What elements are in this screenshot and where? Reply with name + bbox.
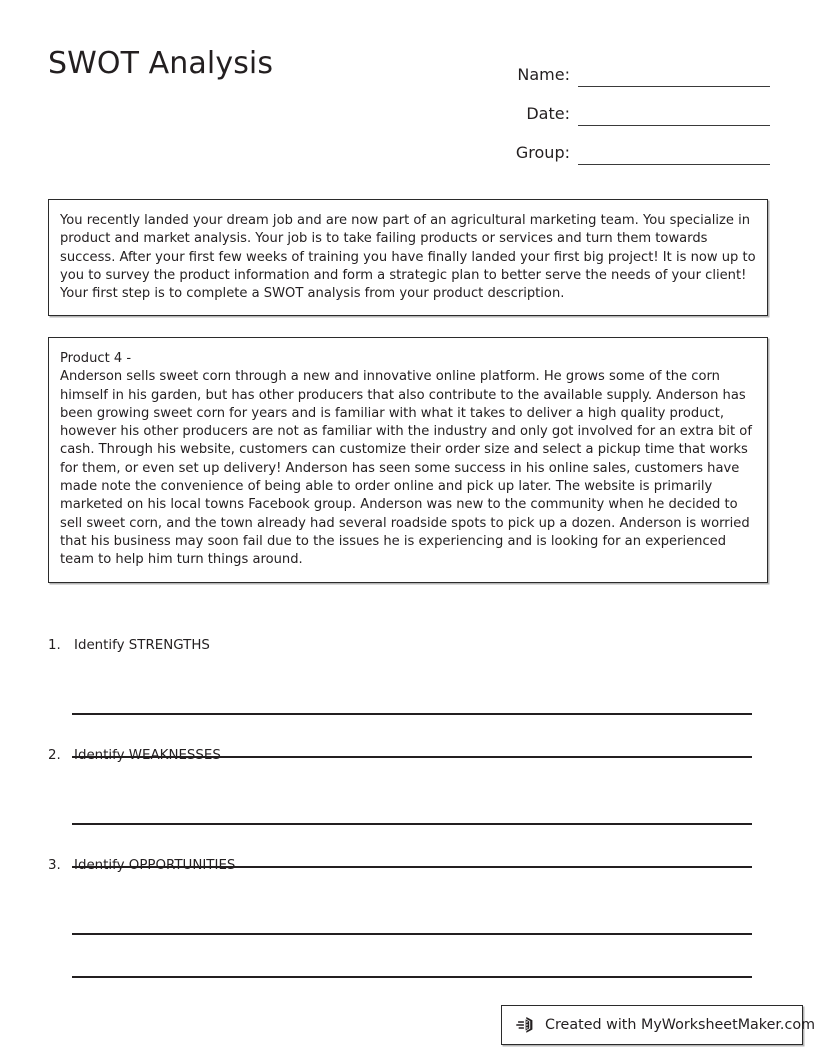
group-input-line[interactable]: [578, 142, 770, 165]
product-heading: Product 4 -: [60, 351, 132, 366]
question-1-number: 1.: [48, 638, 61, 653]
name-field-label: Name:: [517, 65, 570, 84]
question-item-3: [48, 858, 768, 978]
footer-attribution-text: Created with MyWorksheetMaker.com: [545, 1017, 816, 1033]
group-field-label: Group:: [515, 143, 570, 162]
question-1-answer-area: [72, 672, 752, 758]
question-1-heading: [48, 638, 768, 653]
answer-line[interactable]: [72, 892, 752, 935]
scenario-text: You recently landed your dream job and are now part of an agricultural marketing team. You specialize in product and market analysis. Your job is to take failing products or services and turn them towards success. After your first few weeks of training you have finally landed your first big project! It is now up to you to survey the product information and form a strategic plan to better serve the needs of your client! Your first step is to complete a SWOT analysis from your product description.: [60, 213, 756, 302]
name-input-line[interactable]: [578, 64, 770, 87]
question-3-answer-area: [72, 892, 752, 978]
footer-attribution-badge[interactable]: [501, 1005, 816, 1045]
product-description-box: [48, 337, 768, 583]
question-3-prompt: Identify OPPORTUNITIES: [74, 858, 236, 873]
question-3-heading: [48, 858, 768, 873]
field-row-name: [440, 48, 770, 87]
question-item-2: [48, 748, 768, 868]
product-box-inner: [49, 338, 767, 582]
question-3-number: 3.: [48, 858, 61, 873]
question-2-prompt: Identify WEAKNESSES: [74, 748, 221, 763]
scenario-box-inner: [49, 200, 767, 315]
answer-line[interactable]: [72, 672, 752, 715]
date-input-line[interactable]: [578, 103, 770, 126]
answer-line[interactable]: [72, 935, 752, 978]
worksheet-maker-logo-icon: [515, 1014, 537, 1036]
date-field-label: Date:: [526, 104, 570, 123]
question-2-number: 2.: [48, 748, 61, 763]
student-info-fields: [440, 48, 770, 165]
scenario-box: [48, 199, 768, 316]
question-item-1: [48, 638, 768, 758]
question-1-prompt: Identify STRENGTHS: [74, 638, 210, 653]
question-2-heading: [48, 748, 768, 763]
product-description-text: Anderson sells sweet corn through a new and innovative online platform. He grows some of the corn himself in his garden, but has other producers that also contribute to the available supply. Anderson has been growing sweet corn for years and is familiar with what it takes to deliver a high quality product, however his other producers are not as familiar with the industry and only got involved for an extra bit of cash. Through his website, customers can customize their order size and select a pickup time that works for them, or even set up delivery! Anderson has seen some success in his online sales, customers have made note the convenience of being able to order online and pick up later. The website is primarily marketed on his local towns Facebook group. Anderson was new to the community when he decided to sell sweet corn, and the town already had several roadside spots to pick up a dozen. Anderson is worried that his business may soon fail due to the issues he is experiencing and is looking for an experienced team to help him turn things around.: [60, 369, 752, 568]
answer-line[interactable]: [72, 782, 752, 825]
question-2-answer-area: [72, 782, 752, 868]
field-row-date: [440, 87, 770, 126]
page-title: SWOT Analysis: [48, 46, 274, 81]
field-row-group: [440, 126, 770, 165]
